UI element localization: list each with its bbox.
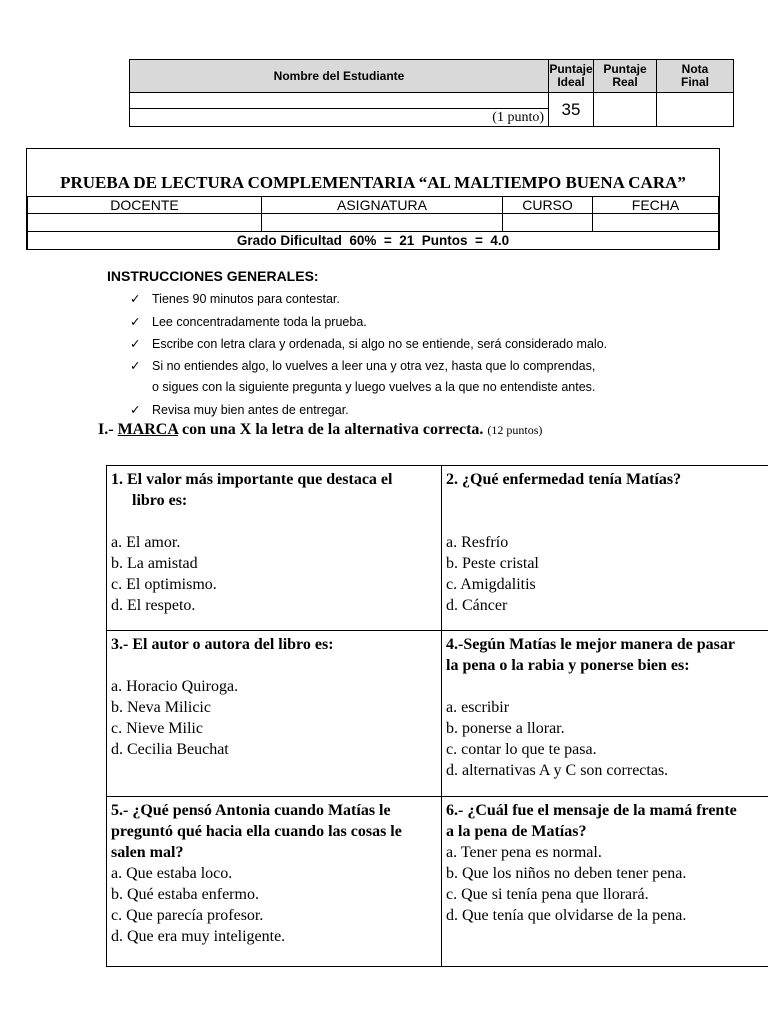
option[interactable]: d. alternativas A y C son correctas. bbox=[446, 762, 669, 779]
option[interactable]: b. Que los niños no deben tener pena. bbox=[446, 865, 687, 882]
question-4: 4.-Según Matías le mejor manera de pasar la pena o la rabia y ponerse bien es: a. escribir b. ponerse a llorar. c. contar lo que te pasa. d. alternativas A y C son correctas. bbox=[442, 631, 768, 797]
instruction-item-continued: o sigues con la siguiente pregunta y luego vuelves a la que no entendiste antes. bbox=[152, 380, 596, 394]
option[interactable]: a. Horacio Quiroga. bbox=[111, 678, 239, 695]
asignatura-field[interactable] bbox=[262, 214, 503, 232]
question-3: 3.- El autor o autora del libro es: a. Horacio Quiroga. b. Neva Milicic c. Nieve Milic d. Cecilia Beuchat bbox=[107, 631, 442, 797]
instruction-item: ✓ Escribe con letra clara y ordenada, si algo no se entiende, será considerado malo. bbox=[130, 337, 608, 351]
ideal-score-value: 35 bbox=[549, 93, 594, 127]
questions-grid bbox=[106, 465, 768, 967]
difficulty-line: Grado Dificultad 60% = 21 Puntos = 4.0 bbox=[28, 232, 719, 250]
test-info-table bbox=[27, 196, 719, 250]
instruction-item: ✓ Si no entiendes algo, lo vuelves a leer una y otra vez, hasta que lo comprendas, bbox=[130, 359, 596, 373]
question-1: 1. El valor más importante que destaca el libro es: a. El amor. b. La amistad c. El optimismo. d. El respeto. bbox=[107, 466, 442, 631]
option[interactable]: d. El respeto. bbox=[111, 597, 196, 614]
option[interactable]: c. Que parecía profesor. bbox=[111, 907, 264, 924]
option[interactable]: b. Peste cristal bbox=[446, 555, 539, 572]
option[interactable]: d. Cáncer bbox=[446, 597, 508, 614]
option[interactable]: d. Que era muy inteligente. bbox=[111, 928, 286, 945]
instructions-title: INSTRUCCIONES GENERALES: bbox=[107, 268, 319, 284]
final-grade-header: Nota Final bbox=[657, 60, 734, 93]
option[interactable]: a. Tener pena es normal. bbox=[446, 844, 602, 861]
option[interactable]: c. El optimismo. bbox=[111, 576, 217, 593]
curso-field[interactable] bbox=[503, 214, 593, 232]
curso-label: CURSO bbox=[503, 197, 593, 214]
test-title: PRUEBA DE LECTURA COMPLEMENTARIA “AL MALTIEMPO BUENA CARA” bbox=[60, 173, 686, 192]
points-note: (1 punto) bbox=[130, 109, 549, 127]
student-name-header: Nombre del Estudiante bbox=[130, 60, 549, 93]
question-6: 6.- ¿Cuál fue el mensaje de la mamá frente a la pena de Matías? a. Tener pena es normal. b. Que los niños no deben tener pena. c. Que si tenía pena que llorará. d. Que tenía que olvidarse de la pena. bbox=[442, 797, 768, 967]
option[interactable]: a. El amor. bbox=[111, 534, 181, 551]
option[interactable]: b. Qué estaba enfermo. bbox=[111, 886, 259, 903]
check-icon: ✓ bbox=[130, 403, 141, 417]
real-score-header: Puntaje Real bbox=[594, 60, 657, 93]
option[interactable]: c. contar lo que te pasa. bbox=[446, 741, 597, 758]
test-header-box bbox=[26, 148, 720, 250]
real-score-field[interactable] bbox=[594, 93, 657, 127]
docente-field[interactable] bbox=[28, 214, 262, 232]
instruction-item: ✓ Lee concentradamente toda la prueba. bbox=[130, 315, 367, 329]
instruction-item: ✓ Tienes 90 minutos para contestar. bbox=[130, 292, 340, 306]
check-icon: ✓ bbox=[130, 292, 141, 306]
question-5: 5.- ¿Qué pensó Antonia cuando Matías le preguntó qué hacia ella cuando las cosas le salen mal? a. Que estaba loco. b. Qué estaba enfermo. c. Que parecía profesor. d. Que era muy inteligente. bbox=[107, 797, 442, 967]
option[interactable]: b. La amistad bbox=[111, 555, 198, 572]
fecha-label: FECHA bbox=[593, 197, 719, 214]
fecha-field[interactable] bbox=[593, 214, 719, 232]
option[interactable]: b. ponerse a llorar. bbox=[446, 720, 565, 737]
asignatura-label: ASIGNATURA bbox=[262, 197, 503, 214]
option[interactable]: c. Nieve Milic bbox=[111, 720, 203, 737]
final-grade-field[interactable] bbox=[657, 93, 734, 127]
option[interactable]: a. Resfrío bbox=[446, 534, 509, 551]
option[interactable]: b. Neva Milicic bbox=[111, 699, 211, 716]
option[interactable]: a. escribir bbox=[446, 699, 510, 716]
option[interactable]: c. Amigdalitis bbox=[446, 576, 536, 593]
option[interactable]: d. Cecilia Beuchat bbox=[111, 741, 229, 758]
option[interactable]: a. Que estaba loco. bbox=[111, 865, 233, 882]
student-name-field[interactable] bbox=[130, 93, 549, 109]
section-title: I.- MARCA con una X la letra de la alternativa correcta. (12 puntos) bbox=[98, 421, 543, 438]
check-icon: ✓ bbox=[130, 315, 141, 329]
ideal-score-header: Puntaje Ideal bbox=[549, 60, 594, 93]
instruction-item: ✓ Revisa muy bien antes de entregar. bbox=[130, 403, 349, 417]
score-table bbox=[129, 59, 734, 127]
check-icon: ✓ bbox=[130, 359, 141, 373]
check-icon: ✓ bbox=[130, 337, 141, 351]
option[interactable]: c. Que si tenía pena que llorará. bbox=[446, 886, 649, 903]
option[interactable]: d. Que tenía que olvidarse de la pena. bbox=[446, 907, 687, 924]
docente-label: DOCENTE bbox=[28, 197, 262, 214]
question-2: 2. ¿Qué enfermedad tenía Matías? a. Resfrío b. Peste cristal c. Amigdalitis d. Cáncer bbox=[442, 466, 768, 631]
